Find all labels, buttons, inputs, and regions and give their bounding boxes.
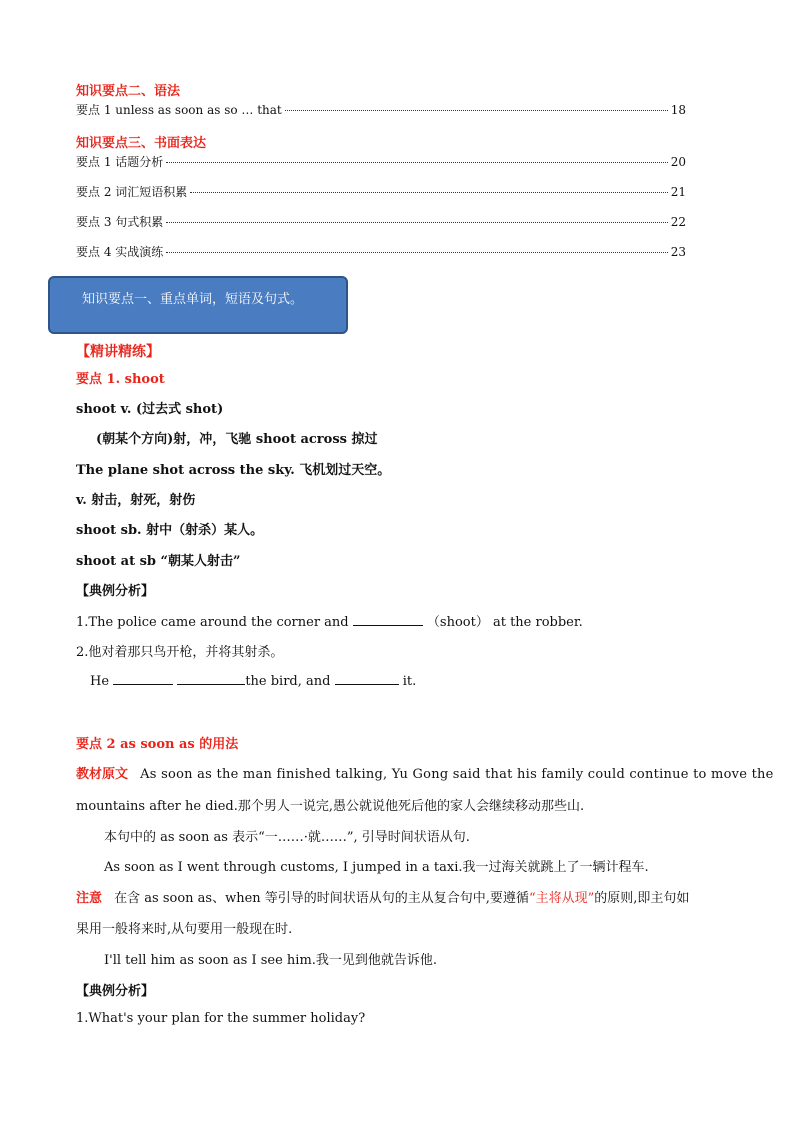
- toc-item[interactable]: [76, 213, 686, 231]
- toc-item-label: 要点 2 词汇短语积累: [76, 185, 188, 199]
- toc-item-page: 20: [670, 155, 686, 169]
- note-label: 注意: [76, 891, 103, 906]
- point2-source-line2: mountains after he died.那个男人一说完,愚公就说他死后他的家人会继续移动那些山.: [76, 799, 585, 814]
- point2-heading: 要点 2 as soon as 的用法: [76, 737, 239, 752]
- toc-item-page: 21: [670, 185, 686, 199]
- toc-leader: [285, 110, 668, 111]
- question2-text-c: it.: [402, 674, 417, 689]
- answer-blank[interactable]: [177, 672, 245, 685]
- toc-item-label: 要点 4 实战演练: [76, 245, 164, 259]
- point1-heading: 要点 1. shoot: [76, 372, 165, 387]
- toc-item-label: 要点 1 unless as soon as so … that: [76, 103, 282, 117]
- point2-example-heading: 【典例分析】: [76, 984, 155, 999]
- toc-item-page: 22: [670, 215, 686, 229]
- point1-def4: shoot sb. 射中（射杀）某人。: [76, 523, 264, 538]
- point2-note: [76, 887, 689, 906]
- point2-source: [76, 763, 774, 782]
- point1-example-heading: 【典例分析】: [76, 584, 155, 599]
- note-text-b: 的原则,即主句如: [594, 891, 690, 906]
- section1-banner: [48, 276, 348, 334]
- point1-question2-cn: 2.他对着那只鸟开枪，并将其射杀。: [76, 645, 284, 660]
- toc-leader: [166, 162, 667, 163]
- point1-def5: shoot at sb “朝某人射击”: [76, 554, 241, 569]
- point1-question1: [76, 611, 583, 630]
- toc-section3-heading: 知识要点三、书面表达: [76, 136, 207, 151]
- banner-text: 知识要点一、重点单词，短语及句式。: [82, 292, 304, 307]
- point1-def2: (朝某个方向)射，冲，飞驰 shoot across 掠过: [96, 432, 378, 447]
- toc-leader: [190, 192, 667, 193]
- point1-def3: v. 射击，射死，射伤: [76, 493, 196, 508]
- toc-item-label: 要点 1 话题分析: [76, 155, 164, 169]
- point1-question2: [90, 672, 416, 689]
- point1-example1: The plane shot across the sky. 飞机划过天空。: [76, 463, 391, 478]
- point2-example: As soon as I went through customs, I jumped in a taxi.我一过海关就跳上了一辆计程车.: [104, 860, 649, 875]
- toc-leader: [166, 252, 667, 253]
- point1-def1: shoot v. (过去式 shot): [76, 402, 224, 417]
- toc-leader: [166, 222, 667, 223]
- point2-question1: 1.What's your plan for the summer holiday?: [76, 1011, 366, 1026]
- point2-explain: 本句中的 as soon as 表示“一……·就……”, 引导时间状语从句.: [104, 830, 470, 845]
- toc-item[interactable]: [76, 101, 686, 119]
- source-text: As soon as the man finished talking, Yu Gong said that his family could continue to move the: [140, 767, 774, 782]
- toc-section2-heading: 知识要点二、语法: [76, 84, 181, 99]
- note-quote: “主将从现”: [528, 891, 595, 906]
- point2-example2: I'll tell him as soon as I see him.我一见到他就告诉他.: [104, 953, 438, 968]
- toc-item-page: 23: [670, 245, 686, 259]
- question1-text-b: （shoot） at the robber.: [426, 615, 583, 630]
- point2-note-line2: 果用一般将来时,从句要用一般现在时.: [76, 922, 293, 937]
- toc-item-page: 18: [670, 103, 686, 117]
- question2-text-b: the bird, and: [245, 674, 331, 689]
- question2-text-a: He: [90, 674, 110, 689]
- section-heading-jingjiang: 【精讲精练】: [76, 344, 160, 360]
- answer-blank[interactable]: [335, 672, 399, 685]
- toc-item[interactable]: [76, 183, 686, 201]
- toc-item[interactable]: [76, 243, 686, 261]
- answer-blank[interactable]: [353, 613, 423, 626]
- source-label: 教材原文: [76, 767, 129, 782]
- note-text-a: 在含 as soon as、when 等引导的时间状语从句的主从复合句中,要遵循: [114, 891, 529, 906]
- answer-blank[interactable]: [113, 672, 173, 685]
- toc-item[interactable]: [76, 153, 686, 171]
- toc-item-label: 要点 3 句式积累: [76, 215, 164, 229]
- question1-text-a: 1.The police came around the corner and: [76, 615, 349, 630]
